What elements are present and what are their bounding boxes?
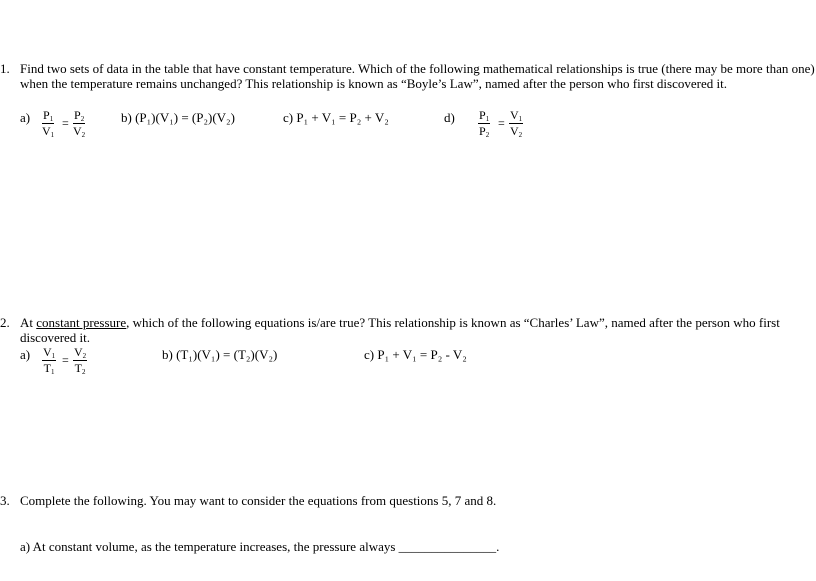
q2-a-left-den: T (43, 361, 51, 375)
q1-option-a-label: a) (20, 110, 31, 125)
question-3-text: Complete the following. You may want to consider the equations from questions 5, 7 and 8. (20, 493, 497, 508)
q3-part-a: a) At constant volume, as the temperature increases, the pressure always _______________. (20, 539, 500, 554)
q1-a-left-num-sub: 1 (49, 115, 54, 123)
q2-text-underlined: constant pressure (36, 315, 127, 330)
q2-option-a-right-fraction (73, 346, 87, 375)
q1-a-right-den: V (73, 124, 82, 138)
q2-a-right-den-sub: 2 (82, 368, 86, 376)
q1-a-right-num-sub: 2 (80, 115, 85, 123)
question-1-text: Find two sets of data in the table that have constant temperature. Which of the following mathematical relationships is true (there may be more than one) when the temperature remains unchanged? This relationship is known as “Boyle’s Law”, named after the person who first discovered it. (20, 61, 815, 91)
q1-d-left-den-sub: 2 (485, 131, 490, 139)
q1-a-left-den-sub: 1 (50, 131, 55, 139)
q1-option-c: c) P₁ + V₁ = P₂ + V₂ (283, 110, 389, 125)
q2-option-a-left-fraction (42, 346, 56, 375)
q1-option-d-equals: = (498, 116, 505, 130)
q2-a-left-den-sub: 1 (51, 368, 55, 376)
q2-a-right-num-sub: 2 (82, 352, 87, 360)
q2-text-after: , which of the following equations is/are true? This relationship is known as “Charles’ Law”, named after the person who first discovered it. (20, 315, 780, 345)
question-2-number: 2. (0, 315, 10, 330)
q1-d-left-num-sub: 1 (485, 115, 490, 123)
q2-text-before: At (20, 315, 37, 330)
question-2-text (20, 315, 816, 345)
q1-option-d-right-fraction (509, 109, 523, 138)
q2-a-left-num-sub: 1 (51, 352, 56, 360)
q1-option-a-left-fraction (42, 109, 54, 138)
q1-a-left-num: P (43, 108, 50, 122)
q2-a-right-den: T (74, 361, 82, 375)
question-1-number: 1. (0, 61, 10, 76)
q1-a-right-num: P (74, 108, 81, 122)
q2-a-left-num: V (43, 345, 52, 359)
q1-d-right-den-sub: 2 (518, 131, 523, 139)
q1-d-left-num: P (479, 108, 486, 122)
q2-option-b: b) (T₁)(V₁) = (T₂)(V₂) (162, 347, 278, 362)
q1-option-b: b) (P₁)(V₁) = (P₂)(V₂) (121, 110, 235, 125)
q1-option-a-right-fraction (73, 109, 85, 138)
q2-option-c: c) P₁ + V₁ = P₂ - V₂ (364, 347, 467, 362)
q1-d-right-num: V (510, 108, 519, 122)
q1-option-a-equals: = (62, 116, 69, 130)
question-3-number: 3. (0, 493, 10, 508)
q1-option-d-label: d) (444, 110, 455, 125)
q1-d-left-den: P (479, 124, 486, 138)
q1-option-d-left-fraction (478, 109, 490, 138)
q1-d-right-num-sub: 1 (518, 115, 523, 123)
q1-d-right-den: V (510, 124, 519, 138)
q2-option-a-label: a) (20, 347, 31, 362)
q1-a-left-den: V (42, 124, 51, 138)
q2-option-a-equals: = (62, 353, 69, 367)
q2-a-right-num: V (74, 345, 83, 359)
q1-a-right-den-sub: 2 (81, 131, 86, 139)
